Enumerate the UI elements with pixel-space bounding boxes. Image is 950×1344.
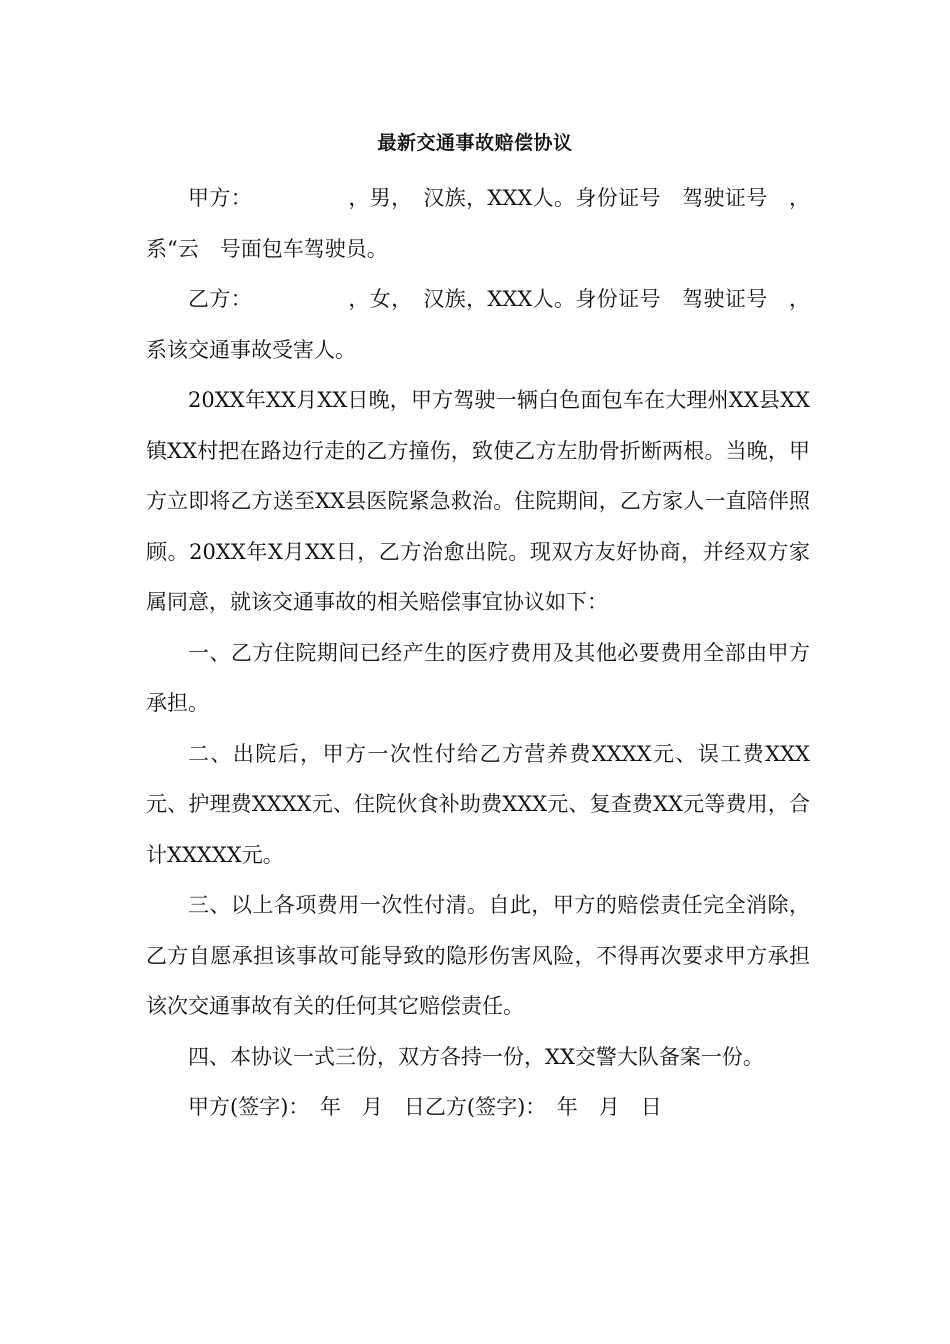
party-a-info: 甲方： ，男， 汉族，XXX人。身份证号 驾驶证号 ，系“云 号面包车驾驶员。 <box>146 186 810 261</box>
party-b-info: 乙方： ，女， 汉族，XXX人。身份证号 驾驶证号 ，系该交通事故受害人。 <box>146 287 810 362</box>
signature-line: 甲方(签字)： 年 月 日乙方(签字)： 年 月 日 <box>188 1095 662 1119</box>
clause-3: 三、以上各项费用一次性付清。自此，甲方的赔偿责任完全消除，乙方自愿承担该事故可能导致的隐形伤害风险，不得再次要求甲方承担该次交通事故有关的任何其它赔偿责任。 <box>146 893 810 1018</box>
document-body <box>146 173 810 1133</box>
accident-description: 20XX年XX月XX日晚，甲方驾驶一辆白色面包车在大理州XX县XX镇XX村把在路边行走的乙方撞伤，致使乙方左肋骨折断两根。当晚，甲方立即将乙方送至XX县医院紧急救治。住院期间，乙方家人一直陪伴照顾。20XX年X月XX日，乙方治愈出院。现双方友好协商，并经双方家属同意，就该交通事故的相关赔偿事宜协议如下： <box>146 388 810 614</box>
clause-1: 一、乙方住院期间已经产生的医疗费用及其他必要费用全部由甲方承担。 <box>146 640 810 715</box>
clause-2: 二、出院后，甲方一次性付给乙方营养费XXXX元、误工费XXX元、护理费XXXX元、住院伙食补助费XXX元、复查费XX元等费用，合计XXXXX元。 <box>146 741 810 867</box>
clause-4: 四、本协议一式三份，双方各持一份，XX交警大队备案一份。 <box>188 1044 764 1069</box>
document-title: 最新交通事故赔偿协议 <box>377 132 573 154</box>
